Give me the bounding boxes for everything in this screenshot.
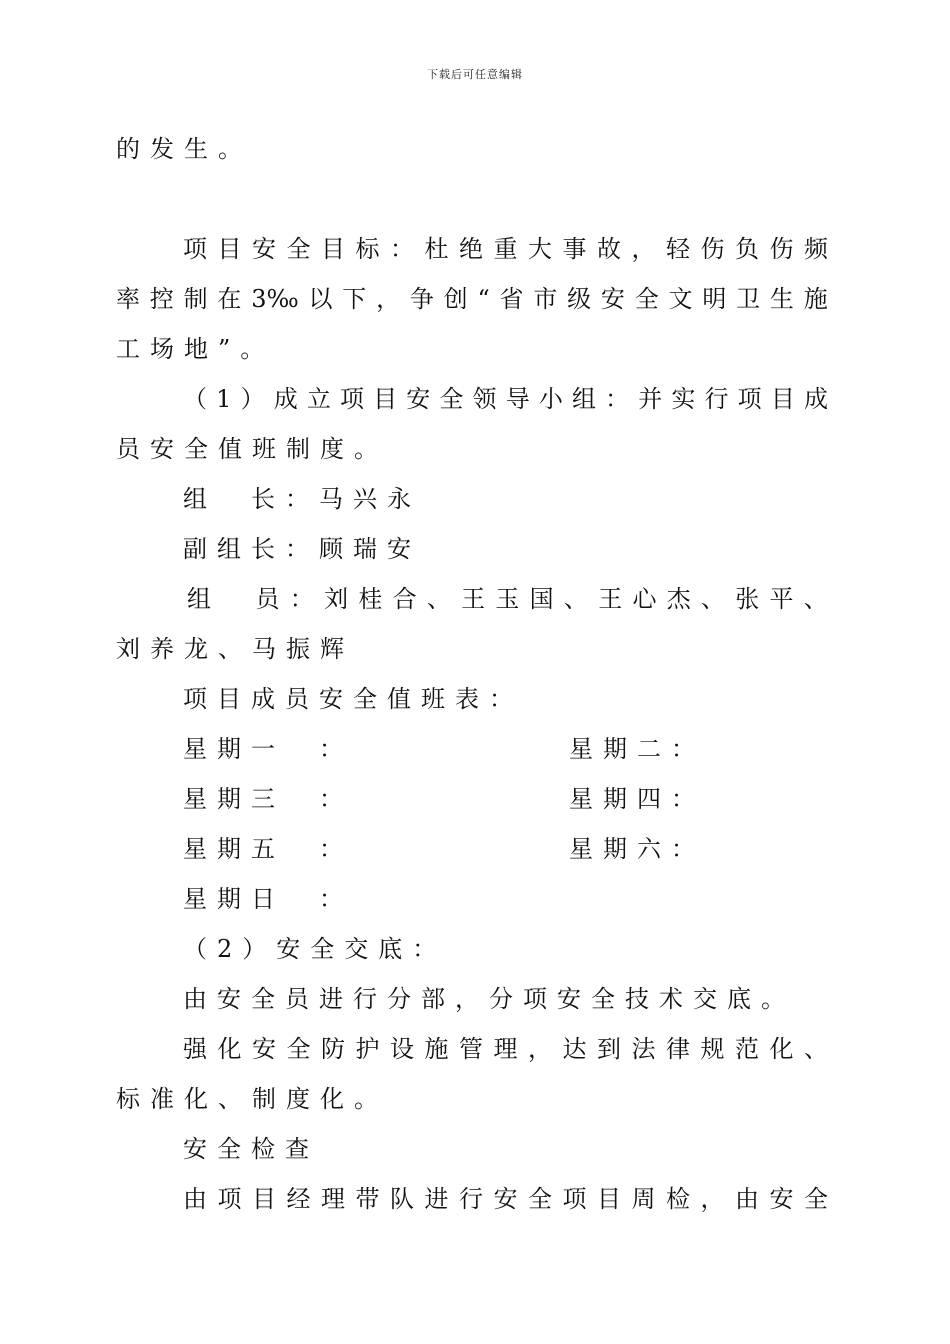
glyph xyxy=(221,584,245,614)
glyph: 行 xyxy=(459,1185,483,1213)
glyph: 1 xyxy=(216,385,232,413)
para-line-18 xyxy=(183,1034,828,1064)
glyph: 项 xyxy=(217,1185,242,1213)
glyph: 组 xyxy=(571,385,596,413)
glyph: 刘 xyxy=(324,585,349,613)
para-line-21 xyxy=(183,1184,828,1214)
glyph: 设 xyxy=(390,1035,414,1063)
glyph: 全 xyxy=(804,1185,828,1213)
glyph: 轻 xyxy=(666,235,690,263)
glyph: 员 xyxy=(255,585,280,613)
glyph: 下 xyxy=(342,285,367,313)
glyph: 达 xyxy=(562,1035,587,1063)
duty-wednesday: 星期三 ： xyxy=(183,785,353,813)
glyph: 伤 xyxy=(700,235,725,263)
glyph: ： xyxy=(605,385,630,413)
glyph: 化 xyxy=(769,1035,794,1063)
glyph: 玉 xyxy=(495,585,520,613)
glyph: 法 xyxy=(631,1035,656,1063)
duty-saturday: 星期六： xyxy=(569,835,705,863)
glyph: 负 xyxy=(735,235,759,263)
glyph: 制 xyxy=(183,285,208,313)
glyph: 理 xyxy=(321,1185,345,1213)
glyph: ） xyxy=(240,385,265,413)
glyph: 王 xyxy=(598,585,623,613)
glyph: 级 xyxy=(567,285,592,313)
glyph: 生 xyxy=(769,285,794,313)
glyph: ： xyxy=(289,585,314,613)
glyph: 、 xyxy=(563,585,588,613)
glyph: 目 xyxy=(597,1185,621,1213)
glyph: 目 xyxy=(252,1185,276,1213)
glyph: 合 xyxy=(392,585,417,613)
members-line-cont: 刘养龙、马振辉 xyxy=(116,635,354,663)
glyph: 市 xyxy=(533,285,558,313)
glyph: 以 xyxy=(308,285,333,313)
glyph: 创 xyxy=(443,285,468,313)
glyph: 安 xyxy=(252,1035,276,1063)
glyph: 绝 xyxy=(459,235,483,263)
members-line xyxy=(187,584,828,614)
glyph: 安 xyxy=(769,1185,794,1213)
para-line-5 xyxy=(183,384,828,414)
glyph: 杰 xyxy=(666,585,691,613)
glyph: 全 xyxy=(634,285,659,313)
glyph: 事 xyxy=(562,235,587,263)
glyph: 项 xyxy=(562,1185,587,1213)
glyph: 重 xyxy=(493,235,518,263)
glyph: 律 xyxy=(666,1035,690,1063)
glyph: 领 xyxy=(472,385,497,413)
glyph: 实 xyxy=(671,385,696,413)
glyph: ， xyxy=(631,235,656,263)
glyph: 、 xyxy=(700,585,725,613)
glyph: 立 xyxy=(306,385,331,413)
page-header: 下载后可任意编辑 xyxy=(427,68,523,81)
glyph: （ xyxy=(183,385,207,413)
glyph: 全 xyxy=(286,235,311,263)
glyph: 队 xyxy=(390,1185,414,1213)
glyph: 化 xyxy=(217,1035,242,1063)
glyph: 施 xyxy=(803,285,828,313)
glyph: 明 xyxy=(702,285,727,313)
glyph: 到 xyxy=(597,1035,621,1063)
glyph: 卫 xyxy=(736,285,761,313)
glyph: 大 xyxy=(528,235,552,263)
glyph: 护 xyxy=(355,1035,380,1063)
glyph: 规 xyxy=(700,1035,725,1063)
glyph: 杜 xyxy=(424,235,449,263)
glyph: 周 xyxy=(631,1185,656,1213)
glyph: 进 xyxy=(424,1185,449,1213)
glyph: 3‰ xyxy=(251,285,299,313)
para-line-2 xyxy=(183,234,828,264)
glyph: 行 xyxy=(704,385,729,413)
duty-thursday: 星期四： xyxy=(569,785,705,813)
glyph: 王 xyxy=(461,585,486,613)
duty-table-title: 项目成员安全值班表： xyxy=(183,685,523,713)
section-2-heading: （2）安全交底： xyxy=(183,935,447,963)
deputy-leader-line: 副组长：顾瑞安 xyxy=(183,535,421,563)
glyph: 成 xyxy=(803,385,828,413)
safety-inspection-heading: 安全检查 xyxy=(183,1135,319,1163)
glyph: 率 xyxy=(116,285,140,313)
glyph: 管 xyxy=(459,1035,483,1063)
para-line-4: 工场地”。 xyxy=(116,335,275,363)
glyph: 频 xyxy=(804,235,828,263)
para-line-3 xyxy=(116,284,828,314)
glyph: 成 xyxy=(273,385,298,413)
leader-line: 组 长：马兴永 xyxy=(183,485,421,513)
glyph: ， xyxy=(528,1035,552,1063)
glyph: 由 xyxy=(183,1185,207,1213)
glyph: 故 xyxy=(597,235,621,263)
glyph: 安 xyxy=(406,385,431,413)
glyph: 目 xyxy=(217,235,242,263)
duty-friday: 星期五 ： xyxy=(183,835,353,863)
glyph: 施 xyxy=(424,1035,449,1063)
duty-monday: 星期一 ： xyxy=(183,735,353,763)
glyph: 伤 xyxy=(769,235,794,263)
glyph: 由 xyxy=(735,1185,759,1213)
glyph: 国 xyxy=(529,585,554,613)
para-line-6: 员安全值班制度。 xyxy=(116,435,388,463)
glyph: 张 xyxy=(735,585,760,613)
glyph: 检 xyxy=(666,1185,690,1213)
glyph: 带 xyxy=(355,1185,380,1213)
glyph: 争 xyxy=(409,285,434,313)
glyph: 项 xyxy=(183,235,207,263)
glyph: 全 xyxy=(528,1185,552,1213)
glyph: 安 xyxy=(493,1185,518,1213)
glyph: 全 xyxy=(439,385,464,413)
glyph: 在 xyxy=(217,285,242,313)
glyph: 平 xyxy=(769,585,794,613)
glyph: 安 xyxy=(252,235,276,263)
glyph: 理 xyxy=(493,1035,518,1063)
glyph: 组 xyxy=(187,585,211,613)
glyph: 目 xyxy=(770,385,795,413)
glyph: ： xyxy=(390,235,414,263)
glyph: 范 xyxy=(735,1035,759,1063)
glyph: 强 xyxy=(183,1035,207,1063)
glyph: 、 xyxy=(426,585,451,613)
glyph: “ xyxy=(477,285,490,313)
duty-sunday: 星期日 ： xyxy=(183,885,353,913)
glyph: 项 xyxy=(339,385,364,413)
glyph: 、 xyxy=(803,585,828,613)
glyph: 全 xyxy=(286,1035,311,1063)
glyph: 安 xyxy=(600,285,625,313)
glyph: 心 xyxy=(632,585,657,613)
glyph: 小 xyxy=(538,385,563,413)
glyph: 目 xyxy=(321,235,345,263)
para-line-1: 的发生。 xyxy=(116,135,252,163)
glyph: ， xyxy=(700,1185,725,1213)
glyph: 文 xyxy=(668,285,693,313)
glyph: 桂 xyxy=(358,585,383,613)
glyph: 、 xyxy=(804,1035,828,1063)
glyph: 经 xyxy=(286,1185,311,1213)
para-line-17: 由安全员进行分部，分项安全技术交底。 xyxy=(183,985,795,1013)
para-line-19: 标准化、制度化。 xyxy=(116,1085,388,1113)
glyph: 导 xyxy=(505,385,530,413)
glyph: ， xyxy=(376,285,401,313)
glyph: 并 xyxy=(638,385,663,413)
duty-tuesday: 星期二： xyxy=(569,735,705,763)
glyph: 标 xyxy=(355,235,380,263)
glyph: 目 xyxy=(373,385,398,413)
glyph: 控 xyxy=(149,285,174,313)
glyph: 项 xyxy=(737,385,762,413)
glyph: 防 xyxy=(321,1035,345,1063)
glyph: 省 xyxy=(499,285,524,313)
